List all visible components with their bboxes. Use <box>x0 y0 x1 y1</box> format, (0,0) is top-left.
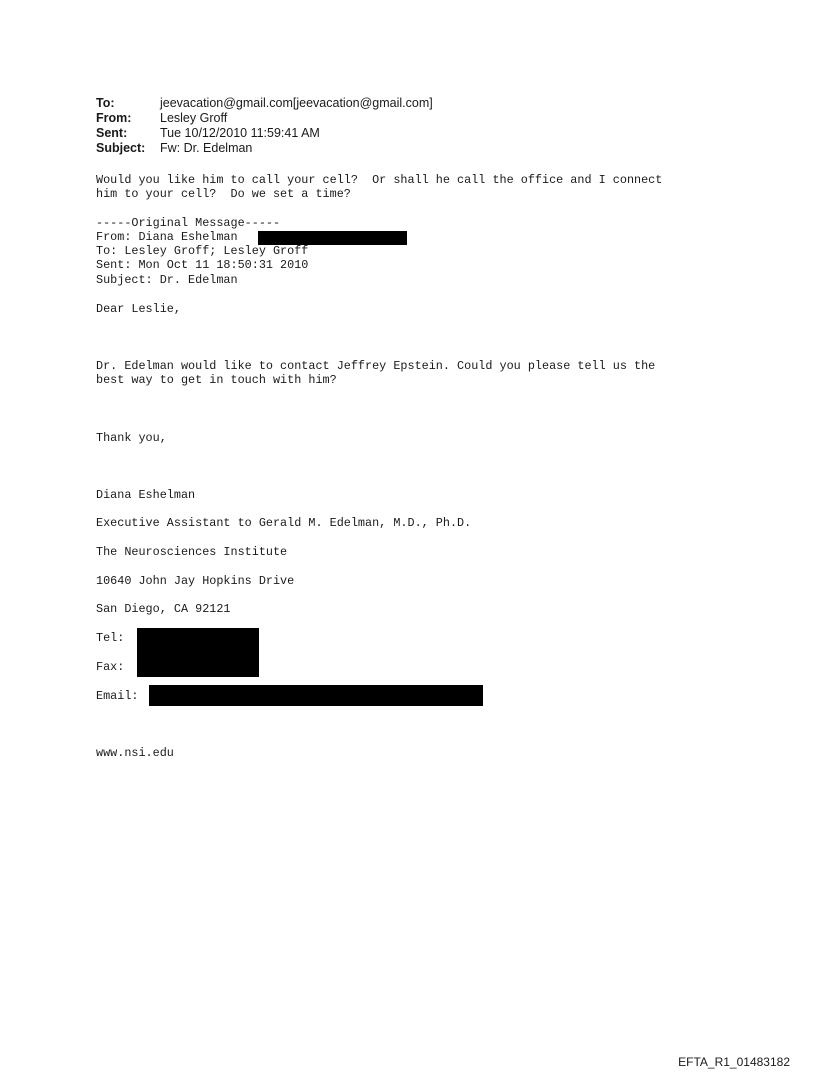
to-label: To: <box>96 96 115 110</box>
reply-line-2: him to your cell? Do we set a time? <box>96 187 351 201</box>
message-line-2: best way to get in touch with him? <box>96 373 337 387</box>
subject-value: Fw: Dr. Edelman <box>160 141 253 155</box>
email-header <box>96 96 433 156</box>
signature-org: The Neurosciences Institute <box>96 545 288 559</box>
redaction-bar <box>137 628 259 677</box>
redaction-bar <box>258 231 407 245</box>
reply-line-1: Would you like him to call your cell? Or shall he call the office and I connect <box>96 173 663 187</box>
greeting: Dear Leslie, <box>96 302 181 316</box>
subject-row <box>96 141 433 156</box>
closing: Thank you, <box>96 431 167 445</box>
original-subject-line: Subject: Dr. Edelman <box>96 273 238 287</box>
from-label: From: <box>96 111 132 125</box>
signature-title: Executive Assistant to Gerald M. Edelman, M.D., Ph.D. <box>96 516 472 530</box>
signature-name: Diana Eshelman <box>96 488 196 502</box>
original-sent-line: Sent: Mon Oct 11 18:50:31 2010 <box>96 258 309 272</box>
email-label: Email: <box>96 689 139 703</box>
sent-row <box>96 126 433 141</box>
signature-address-line-1: 10640 John Jay Hopkins Drive <box>96 574 295 588</box>
message-line-1: Dr. Edelman would like to contact Jeffrey Epstein. Could you please tell us the <box>96 359 656 373</box>
original-message-separator: -----Original Message----- <box>96 216 281 230</box>
sent-value: Tue 10/12/2010 11:59:41 AM <box>160 126 320 140</box>
website-link: www.nsi.edu <box>96 746 174 760</box>
from-value: Lesley Groff <box>160 111 228 125</box>
to-value: jeevacation@gmail.com[jeevacation@gmail.com] <box>160 96 433 110</box>
tel-label: Tel: <box>96 631 125 645</box>
redaction-bar <box>149 685 483 706</box>
sent-label: Sent: <box>96 126 128 140</box>
document-id: EFTA_R1_01483182 <box>678 1055 790 1069</box>
subject-label: Subject: <box>96 141 146 155</box>
fax-label: Fax: <box>96 660 125 674</box>
from-row <box>96 111 433 126</box>
signature-address-line-2: San Diego, CA 92121 <box>96 602 231 616</box>
to-row <box>96 96 433 111</box>
original-to-line: To: Lesley Groff; Lesley Groff <box>96 244 309 258</box>
original-from-line: From: Diana Eshelman <box>96 230 238 244</box>
